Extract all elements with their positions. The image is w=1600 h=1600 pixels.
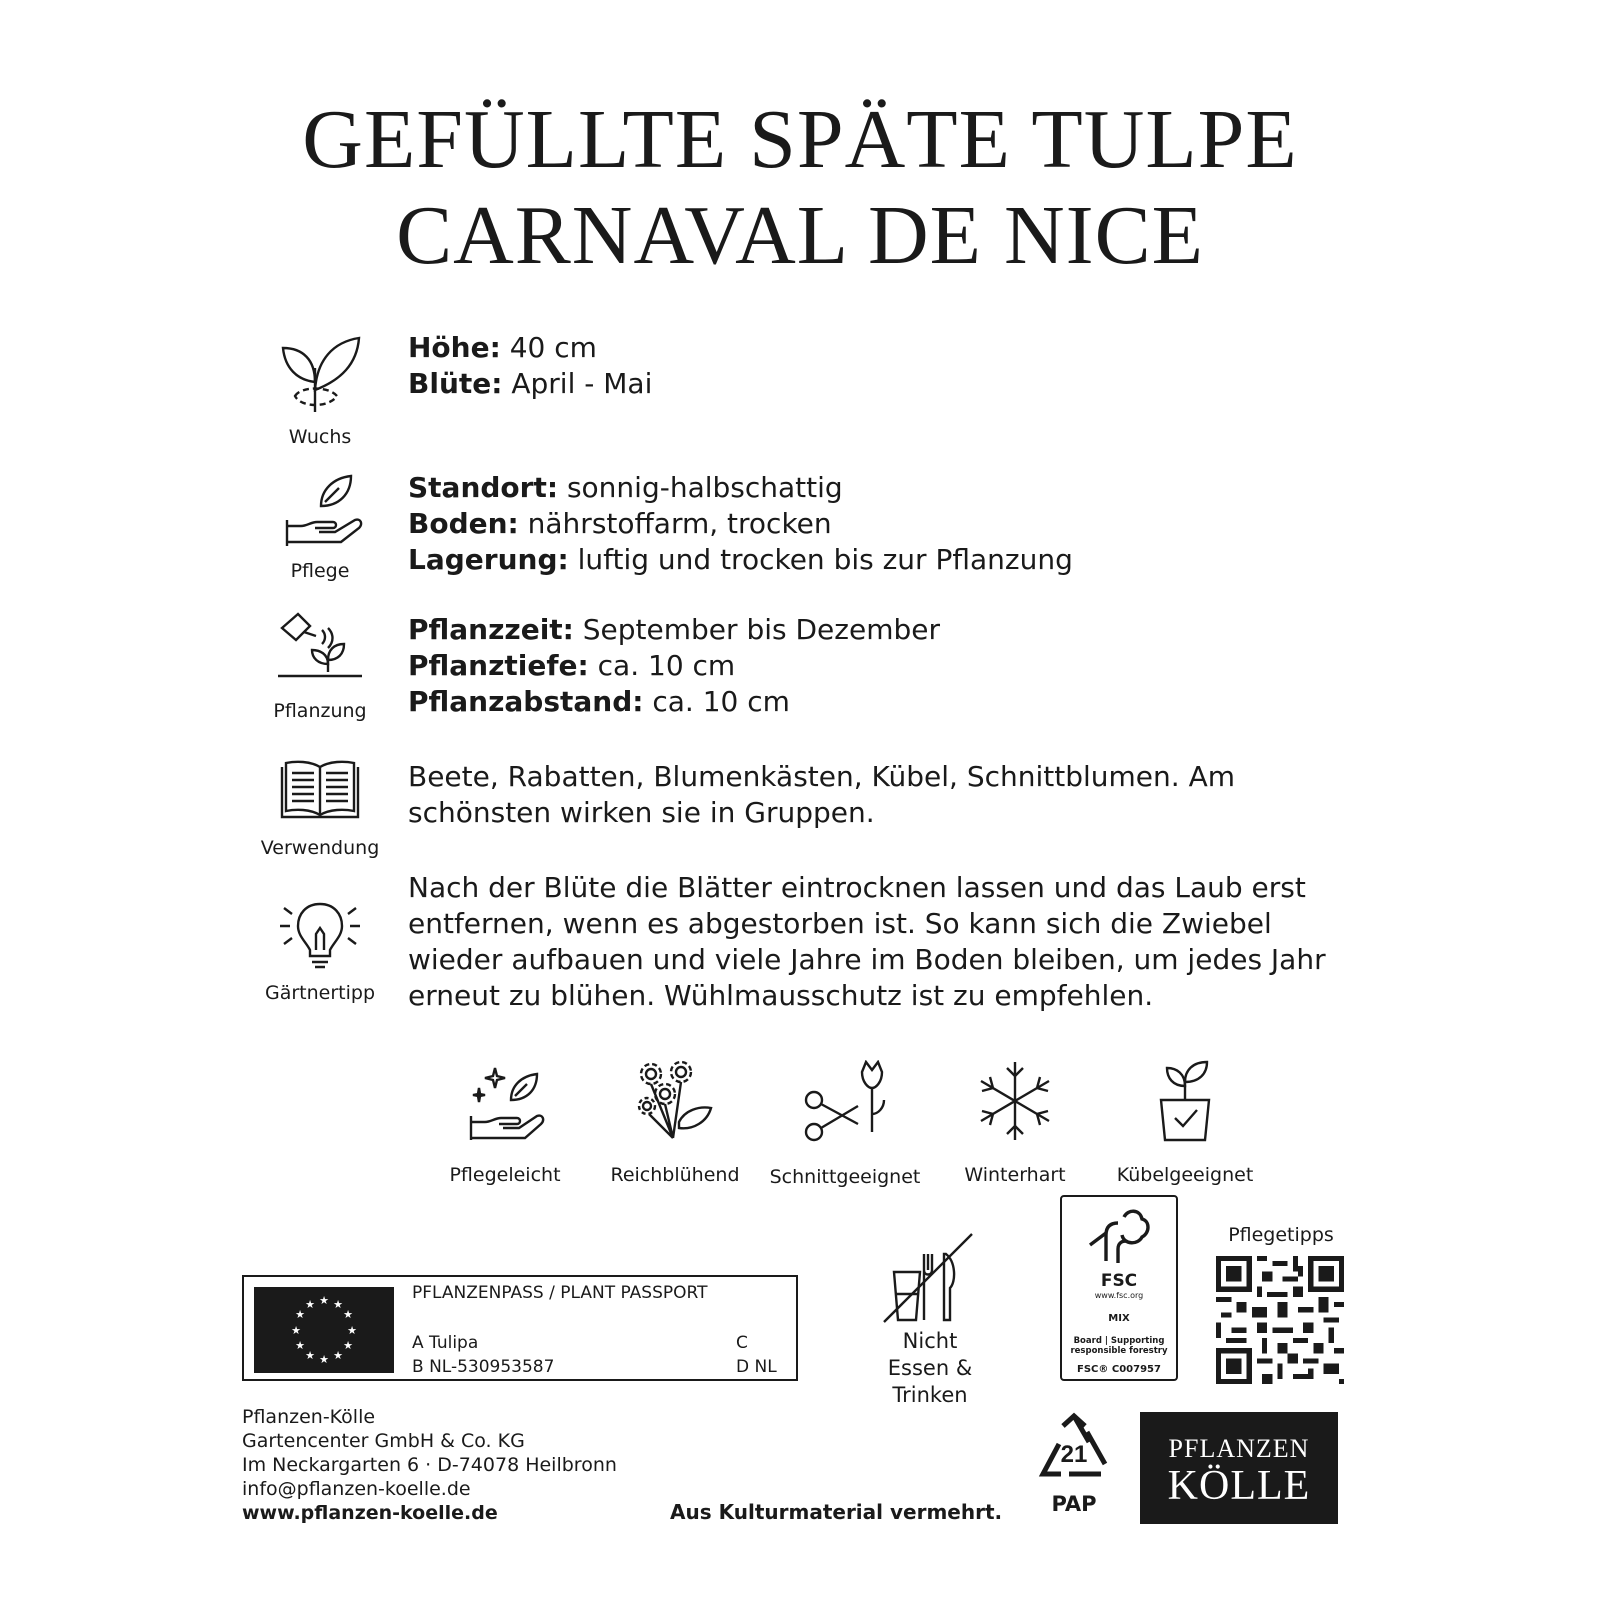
info-line: erneut zu blühen. Wühlmausschutz ist zu empfehlen. (408, 979, 1154, 1012)
feature-label: Pflegeleicht (449, 1164, 561, 1186)
product-title (0, 92, 1600, 284)
info-line (408, 330, 1308, 366)
info-line (408, 612, 1308, 648)
info-key: Boden: (408, 507, 519, 540)
passport-a: A Tulipa (412, 1333, 479, 1353)
recycling-number: 21 (1060, 1441, 1088, 1468)
section-icon-col (250, 757, 390, 859)
eu-stars-icon (254, 1287, 394, 1373)
svg-text:★: ★ (333, 1298, 343, 1311)
not-edible-notice (850, 1232, 1010, 1409)
section-text (408, 759, 1308, 831)
feature-winterhart (930, 1060, 1100, 1186)
section-icon-col (250, 470, 390, 582)
sparkle-hand-icon (465, 1060, 545, 1142)
info-line: entfernen, wenn es abgestorben ist. So kann sich die Zwiebel (408, 907, 1272, 940)
svg-text:★: ★ (295, 1339, 305, 1352)
section-label: Verwendung (260, 837, 380, 859)
section-text (408, 612, 1308, 720)
light-bulb-icon (278, 898, 362, 970)
svg-text:★: ★ (319, 1294, 329, 1307)
not-edible-line-2: Essen & Trinken (887, 1356, 973, 1407)
info-key: Pflanztiefe: (408, 649, 589, 682)
fsc-board-2: responsible forestry (1070, 1346, 1168, 1356)
snowflake-icon (974, 1060, 1056, 1142)
info-value: sonnig-halbschattig (558, 471, 843, 504)
info-line (408, 542, 1308, 578)
fsc-tree-icon (1084, 1205, 1154, 1265)
title-line-2: CARNAVAL DE NICE (396, 189, 1204, 282)
info-value: nährstoffarm, trocken (518, 507, 832, 540)
svg-text:★: ★ (295, 1308, 305, 1321)
svg-text:★: ★ (343, 1308, 353, 1321)
not-edible-line-1: Nicht (902, 1329, 958, 1353)
fsc-name: FSC (1100, 1271, 1138, 1291)
info-line (408, 648, 1308, 684)
info-line (408, 366, 1308, 402)
info-value: April - Mai (502, 367, 653, 400)
feature-kuebelgeeignet (1100, 1060, 1270, 1186)
culture-note: Aus Kulturmaterial vermehrt. (670, 1500, 1003, 1524)
section-label: Pflanzung (273, 700, 367, 722)
fsc-mix: MIX (1108, 1313, 1130, 1324)
qr-code-icon[interactable] (1216, 1256, 1344, 1384)
info-line: wieder aufbauen und viele Jahre im Boden bleiben, um jedes Jahr (408, 943, 1326, 976)
info-value: 40 cm (500, 331, 597, 364)
section-icon-col (250, 612, 390, 722)
watering-can-icon (272, 612, 368, 694)
feature-label: Schnittgeeignet (769, 1166, 921, 1188)
passport-title: PFLANZENPASS / PLANT PASSPORT (412, 1283, 708, 1303)
svg-text:★: ★ (347, 1324, 357, 1337)
title-line-1: GEFÜLLTE SPÄTE TULPE (302, 93, 1298, 186)
plant-passport (242, 1275, 798, 1381)
feature-reichbluehend (590, 1060, 760, 1186)
section-label: Wuchs (288, 426, 352, 448)
info-line: Beete, Rabatten, Blumenkästen, Kübel, Schnittblumen. Am (408, 760, 1235, 793)
brand-line-1: PFLANZEN (1168, 1434, 1310, 1463)
info-line (408, 506, 1308, 542)
info-key: Lagerung: (408, 543, 569, 576)
section-text (408, 870, 1326, 1014)
svg-text:★: ★ (333, 1349, 343, 1362)
info-line: Nach der Blüte die Blätter eintrocknen lassen und das Laub erst (408, 871, 1306, 904)
svg-text:★: ★ (305, 1349, 315, 1362)
fsc-board-1: Board | Supporting (1073, 1336, 1165, 1346)
flower-bouquet-icon (635, 1060, 715, 1142)
feature-icons (420, 1060, 1280, 1190)
passport-b: B NL-530953587 (412, 1357, 555, 1377)
open-book-icon (280, 757, 360, 821)
svg-text:★: ★ (319, 1353, 329, 1366)
feature-label: Winterhart (964, 1164, 1066, 1186)
svg-text:★: ★ (343, 1339, 353, 1352)
address-company: Pflanzen-Kölle (242, 1406, 376, 1428)
recycling-icon (1029, 1412, 1119, 1492)
info-line (408, 470, 1308, 506)
address-legal: Gartencenter GmbH & Co. KG (242, 1430, 525, 1452)
info-key: Höhe: (408, 331, 501, 364)
address-email[interactable]: info@pflanzen-koelle.de (242, 1478, 471, 1500)
hand-leaf-icon (275, 470, 365, 554)
info-value: ca. 10 cm (643, 685, 790, 718)
svg-text:★: ★ (305, 1298, 315, 1311)
fsc-url: www.fsc.org (1094, 1291, 1144, 1300)
no-eating-icon (880, 1232, 980, 1324)
passport-d: D NL (736, 1357, 777, 1377)
feature-label: Reichblühend (610, 1164, 740, 1186)
address-street: Im Neckargarten 6 · D-74078 Heilbronn (242, 1454, 617, 1476)
fsc-code: FSC® C007957 (1077, 1364, 1161, 1375)
brand-line-2: KÖLLE (1167, 1463, 1311, 1509)
info-value: September bis Dezember (573, 613, 940, 646)
fsc-label (1060, 1195, 1178, 1381)
feature-pflegeleicht (420, 1060, 590, 1186)
section-label: Gärtnertipp (264, 982, 376, 1004)
info-key: Pflanzabstand: (408, 685, 644, 718)
section-icon-col (250, 898, 390, 1004)
info-key: Standort: (408, 471, 559, 504)
eu-flag-icon (254, 1287, 394, 1373)
qr-label: Pflegetipps (1228, 1224, 1334, 1246)
potted-plant-icon (1145, 1060, 1225, 1142)
section-text (408, 330, 1308, 402)
recycling-mark (1024, 1412, 1124, 1516)
info-value: luftig und trocken bis zur Pflanzung (568, 543, 1073, 576)
info-line: schönsten wirken sie in Gruppen. (408, 796, 875, 829)
feature-label: Kübelgeeignet (1116, 1164, 1254, 1186)
feature-schnittgeeignet (760, 1060, 930, 1188)
info-key: Blüte: (408, 367, 503, 400)
section-text (408, 470, 1308, 578)
address-website[interactable]: www.pflanzen-koelle.de (242, 1502, 498, 1524)
brand-logo (1140, 1412, 1338, 1524)
scissors-tulip-icon (802, 1060, 888, 1144)
svg-text:★: ★ (291, 1324, 301, 1337)
recycling-code: PAP (1051, 1492, 1097, 1516)
info-key: Pflanzzeit: (408, 613, 574, 646)
section-icon-col (250, 330, 390, 448)
passport-c: C (736, 1333, 748, 1353)
info-line (408, 684, 1308, 720)
company-address (242, 1405, 617, 1525)
plant-growth-icon (275, 330, 365, 420)
info-value: ca. 10 cm (588, 649, 736, 682)
section-label: Pflege (290, 560, 350, 582)
